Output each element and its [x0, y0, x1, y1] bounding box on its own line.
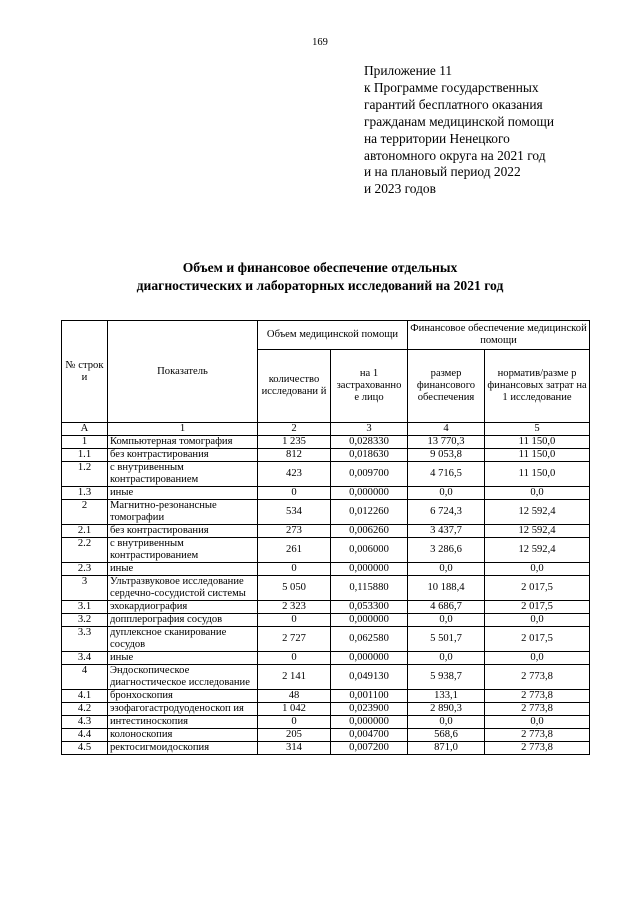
row-norm-cell: 12 592,4 — [485, 500, 590, 525]
data-table — [61, 320, 590, 755]
row-norm-cell: 2 017,5 — [485, 627, 590, 652]
row-amount-cell: 2 890,3 — [408, 703, 485, 716]
table-row — [62, 690, 590, 703]
index-cell: 5 — [485, 423, 590, 436]
appendix-line: автономного округа на 2021 год — [364, 147, 546, 163]
index-cell: А — [62, 423, 108, 436]
row-number-cell: 4 — [62, 665, 108, 690]
header-finance-amount: размер финансового обеспечения — [408, 350, 485, 423]
row-name-cell: Компьютерная томография — [108, 436, 258, 449]
row-number-cell: 4.3 — [62, 716, 108, 729]
header-row-number: № строк и — [62, 321, 108, 423]
row-count-cell: 205 — [258, 729, 331, 742]
row-name-cell: без контрастирования — [108, 449, 258, 462]
row-count-cell: 534 — [258, 500, 331, 525]
row-name-cell: с внутривенным контрастированием — [108, 462, 258, 487]
row-per-insured-cell: 0,000000 — [331, 487, 408, 500]
row-name-cell: интестиноскопия — [108, 716, 258, 729]
table-row — [62, 742, 590, 755]
row-name-cell: ректосигмоидоскопия — [108, 742, 258, 755]
row-number-cell: 4.2 — [62, 703, 108, 716]
document-title — [0, 259, 640, 294]
row-norm-cell: 2 773,8 — [485, 690, 590, 703]
row-count-cell: 48 — [258, 690, 331, 703]
row-per-insured-cell: 0,006260 — [331, 525, 408, 538]
appendix-line: гражданам медицинской помощи — [364, 113, 555, 129]
row-amount-cell: 0,0 — [408, 652, 485, 665]
appendix-line: и на плановый период 2022 — [364, 164, 521, 180]
row-norm-cell: 2 017,5 — [485, 601, 590, 614]
row-number-cell: 1.3 — [62, 487, 108, 500]
row-per-insured-cell: 0,018630 — [331, 449, 408, 462]
table-row — [62, 436, 590, 449]
row-name-cell: эхокардиография — [108, 601, 258, 614]
table-row — [62, 716, 590, 729]
row-amount-cell: 0,0 — [408, 563, 485, 576]
row-number-cell: 1.2 — [62, 462, 108, 487]
row-per-insured-cell: 0,004700 — [331, 729, 408, 742]
row-count-cell: 314 — [258, 742, 331, 755]
table-row — [62, 500, 590, 525]
appendix-line: Приложение 11 — [364, 63, 453, 78]
row-norm-cell: 2 773,8 — [485, 665, 590, 690]
row-count-cell: 273 — [258, 525, 331, 538]
row-count-cell: 0 — [258, 716, 331, 729]
row-name-cell: Магнитно-резонансные томографии — [108, 500, 258, 525]
row-amount-cell: 4 686,7 — [408, 601, 485, 614]
row-per-insured-cell: 0,001100 — [331, 690, 408, 703]
row-amount-cell: 3 286,6 — [408, 538, 485, 563]
index-cell: 2 — [258, 423, 331, 436]
row-name-cell: без контрастирования — [108, 525, 258, 538]
row-norm-cell: 2 773,8 — [485, 729, 590, 742]
row-name-cell: эзофагогастродуоденоскоп ия — [108, 703, 258, 716]
header-indicator: Показатель — [108, 321, 258, 423]
row-amount-cell: 4 716,5 — [408, 462, 485, 487]
table-row — [62, 563, 590, 576]
row-name-cell: Ультразвуковое исследование сердечно-сосудистой системы — [108, 576, 258, 601]
row-number-cell: 2.2 — [62, 538, 108, 563]
appendix-line: и 2023 годов — [364, 181, 436, 197]
row-per-insured-cell: 0,000000 — [331, 614, 408, 627]
row-number-cell: 3.2 — [62, 614, 108, 627]
row-per-insured-cell: 0,049130 — [331, 665, 408, 690]
row-number-cell: 2 — [62, 500, 108, 525]
row-count-cell: 423 — [258, 462, 331, 487]
row-count-cell: 0 — [258, 652, 331, 665]
title-line: Объем и финансовое обеспечение отдельных — [182, 260, 458, 275]
row-norm-cell: 11 150,0 — [485, 462, 590, 487]
row-amount-cell: 0,0 — [408, 716, 485, 729]
row-count-cell: 261 — [258, 538, 331, 563]
row-count-cell: 812 — [258, 449, 331, 462]
row-norm-cell: 2 773,8 — [485, 703, 590, 716]
table-row — [62, 525, 590, 538]
row-per-insured-cell: 0,000000 — [331, 652, 408, 665]
table-row — [62, 538, 590, 563]
row-per-insured-cell: 0,115880 — [331, 576, 408, 601]
row-number-cell: 4.1 — [62, 690, 108, 703]
index-cell: 4 — [408, 423, 485, 436]
table-row — [62, 703, 590, 716]
row-count-cell: 2 727 — [258, 627, 331, 652]
appendix-note — [364, 63, 614, 198]
row-amount-cell: 9 053,8 — [408, 449, 485, 462]
row-norm-cell: 11 150,0 — [485, 449, 590, 462]
table-row — [62, 627, 590, 652]
row-amount-cell: 0,0 — [408, 614, 485, 627]
row-name-cell: иные — [108, 563, 258, 576]
row-number-cell: 1 — [62, 436, 108, 449]
row-number-cell: 2.1 — [62, 525, 108, 538]
row-number-cell: 3.4 — [62, 652, 108, 665]
header-per-insured: на 1 застрахованно е лицо — [331, 350, 408, 423]
row-name-cell: Эндоскопическое диагностическое исследование — [108, 665, 258, 690]
table-row — [62, 614, 590, 627]
row-per-insured-cell: 0,012260 — [331, 500, 408, 525]
appendix-line: гарантий бесплатного оказания — [364, 96, 543, 112]
row-norm-cell: 2 017,5 — [485, 576, 590, 601]
row-name-cell: иные — [108, 487, 258, 500]
row-name-cell: колоноскопия — [108, 729, 258, 742]
row-norm-cell: 0,0 — [485, 563, 590, 576]
row-norm-cell: 12 592,4 — [485, 538, 590, 563]
row-count-cell: 1 235 — [258, 436, 331, 449]
row-count-cell: 2 323 — [258, 601, 331, 614]
row-count-cell: 0 — [258, 614, 331, 627]
row-amount-cell: 6 724,3 — [408, 500, 485, 525]
table-row — [62, 665, 590, 690]
table-row — [62, 449, 590, 462]
row-norm-cell: 2 773,8 — [485, 742, 590, 755]
row-per-insured-cell: 0,000000 — [331, 716, 408, 729]
row-number-cell: 3 — [62, 576, 108, 601]
row-per-insured-cell: 0,023900 — [331, 703, 408, 716]
index-cell: 3 — [331, 423, 408, 436]
row-amount-cell: 0,0 — [408, 487, 485, 500]
row-amount-cell: 871,0 — [408, 742, 485, 755]
row-norm-cell: 0,0 — [485, 652, 590, 665]
row-amount-cell: 13 770,3 — [408, 436, 485, 449]
appendix-line: к Программе государственных — [364, 79, 539, 95]
row-number-cell: 4.4 — [62, 729, 108, 742]
row-per-insured-cell: 0,028330 — [331, 436, 408, 449]
row-count-cell: 2 141 — [258, 665, 331, 690]
row-norm-cell: 0,0 — [485, 487, 590, 500]
row-number-cell: 3.3 — [62, 627, 108, 652]
row-amount-cell: 568,6 — [408, 729, 485, 742]
row-per-insured-cell: 0,006000 — [331, 538, 408, 563]
row-number-cell: 4.5 — [62, 742, 108, 755]
row-name-cell: иные — [108, 652, 258, 665]
index-cell: 1 — [108, 423, 258, 436]
row-amount-cell: 3 437,7 — [408, 525, 485, 538]
row-name-cell: допплерография сосудов — [108, 614, 258, 627]
table-row — [62, 576, 590, 601]
row-norm-cell: 0,0 — [485, 716, 590, 729]
header-finance-group: Финансовое обеспечение медицинской помощи — [408, 321, 590, 350]
row-norm-cell: 0,0 — [485, 614, 590, 627]
row-count-cell: 0 — [258, 487, 331, 500]
table-row — [62, 462, 590, 487]
page-number: 169 — [312, 37, 328, 48]
row-amount-cell: 10 188,4 — [408, 576, 485, 601]
row-per-insured-cell: 0,062580 — [331, 627, 408, 652]
row-count-cell: 1 042 — [258, 703, 331, 716]
table-row — [62, 601, 590, 614]
header-count: количество исследовани й — [258, 350, 331, 423]
row-amount-cell: 5 938,7 — [408, 665, 485, 690]
table-row — [62, 487, 590, 500]
row-norm-cell: 11 150,0 — [485, 436, 590, 449]
row-count-cell: 5 050 — [258, 576, 331, 601]
table-row — [62, 729, 590, 742]
row-per-insured-cell: 0,009700 — [331, 462, 408, 487]
table-row — [62, 652, 590, 665]
row-number-cell: 1.1 — [62, 449, 108, 462]
appendix-line: на территории Ненецкого — [364, 130, 510, 146]
row-number-cell: 2.3 — [62, 563, 108, 576]
row-name-cell: бронхоскопия — [108, 690, 258, 703]
row-per-insured-cell: 0,053300 — [331, 601, 408, 614]
row-norm-cell: 12 592,4 — [485, 525, 590, 538]
row-per-insured-cell: 0,007200 — [331, 742, 408, 755]
row-count-cell: 0 — [258, 563, 331, 576]
row-number-cell: 3.1 — [62, 601, 108, 614]
row-per-insured-cell: 0,000000 — [331, 563, 408, 576]
index-row — [62, 423, 590, 436]
row-name-cell: с внутривенным контрастированием — [108, 538, 258, 563]
header-volume-group: Объем медицинской помощи — [258, 321, 408, 350]
row-name-cell: дуплексное сканирование сосудов — [108, 627, 258, 652]
title-line: диагностических и лабораторных исследований на 2021 год — [136, 277, 504, 293]
header-norm: норматив/разме р финансовых затрат на 1 исследование — [485, 350, 590, 423]
row-amount-cell: 133,1 — [408, 690, 485, 703]
row-amount-cell: 5 501,7 — [408, 627, 485, 652]
